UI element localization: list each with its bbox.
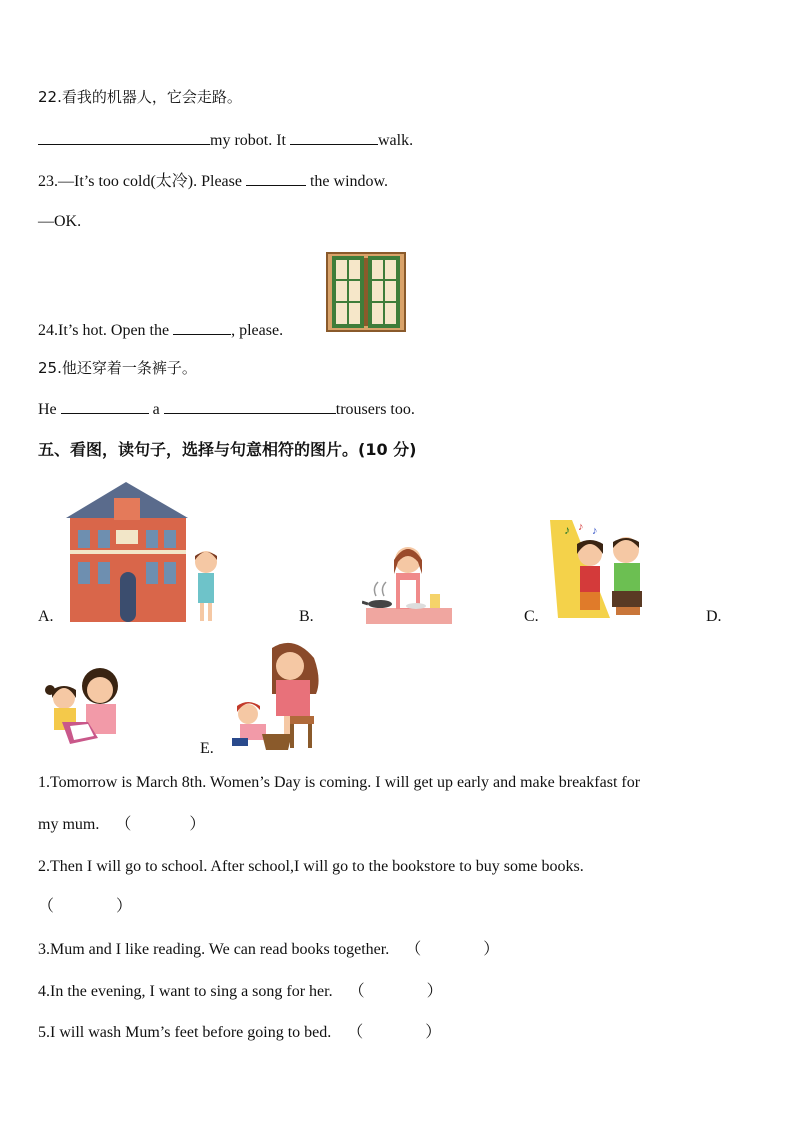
section5-title: 五、看图，读句子，选择与句意相符的图片。(10 分): [38, 440, 417, 459]
sentence-1-line2: [38, 815, 205, 835]
answer-1-close: ）: [189, 816, 206, 833]
q25-text-2: a: [152, 401, 164, 418]
q22-text-2: walk.: [378, 132, 414, 149]
svg-text:♪: ♪: [592, 525, 598, 537]
sentence-3-text: 3.Mum and I like reading. We can read books together.: [38, 941, 390, 958]
q23-line2: —OK.: [38, 213, 82, 230]
q24-sentence: [38, 320, 283, 341]
q25-blank-2[interactable]: [164, 399, 336, 414]
svg-text:♪: ♪: [578, 521, 584, 533]
bookstore-icon: [64, 480, 224, 625]
q22-chinese: 22.看我的机器人，它会走路。: [38, 88, 242, 106]
sentence-3: [38, 940, 499, 960]
q25-blank-1[interactable]: [61, 399, 149, 414]
option-a-label: A.: [38, 608, 54, 625]
option-d-label: D.: [706, 608, 722, 625]
q23-text-1: 23.—It’s too cold(太冷). Please: [38, 173, 246, 190]
q22-blank-2[interactable]: [290, 130, 378, 145]
q23-line1: [38, 171, 388, 192]
answer-5-close: ）: [425, 1024, 442, 1041]
answer-4-open: （: [348, 983, 365, 1000]
sentence-1-text: my mum.: [38, 816, 100, 833]
option-e-label: E.: [200, 740, 214, 757]
q23-blank[interactable]: [246, 171, 306, 186]
answer-2-open: （: [38, 898, 55, 915]
window-icon: [326, 252, 406, 332]
answer-3-open: （: [405, 941, 422, 958]
sentence-1-line1: 1.Tomorrow is March 8th. Women’s Day is coming. I will get up early and make breakfast for: [38, 774, 641, 791]
option-b-label: B.: [299, 608, 314, 625]
q22-blank-1[interactable]: [38, 130, 210, 145]
q25-sentence: [38, 399, 415, 420]
sentence-5-text: 5.I will wash Mum’s feet before going to bed.: [38, 1024, 332, 1041]
q25-text-3: trousers too.: [335, 401, 415, 418]
sentence-4-text: 4.In the evening, I want to sing a song for her.: [38, 983, 333, 1000]
q25-chinese: 25.他还穿着一条裤子。: [38, 359, 197, 377]
q24-text-1: 24.It’s hot. Open the: [38, 322, 174, 339]
q23-text-2: the window.: [309, 173, 389, 190]
reading-mum-icon: [40, 662, 130, 752]
option-c-label: C.: [524, 608, 539, 625]
q22-text-1: my robot. It: [210, 132, 290, 149]
q25-text-1: He: [38, 401, 61, 418]
q24-text-2: , please.: [231, 322, 284, 339]
singing-kids-icon: [550, 520, 648, 620]
cooking-girl-icon: [362, 540, 454, 626]
answer-2-close: ）: [116, 898, 133, 915]
sentence-2-line2: [38, 897, 132, 917]
svg-text:♪: ♪: [564, 523, 570, 537]
answer-1-open: （: [115, 816, 132, 833]
answer-5-open: （: [347, 1024, 364, 1041]
washing-feet-icon: [228, 640, 324, 752]
q22-sentence: [38, 130, 413, 151]
sentence-2-line1: 2.Then I will go to school. After school,I will go to the bookstore to buy some books.: [38, 858, 584, 875]
answer-3-close: ）: [483, 941, 500, 958]
answer-4-close: ）: [426, 983, 443, 1000]
sentence-5: [38, 1023, 441, 1043]
sentence-4: [38, 982, 443, 1002]
q24-blank[interactable]: [173, 320, 231, 335]
